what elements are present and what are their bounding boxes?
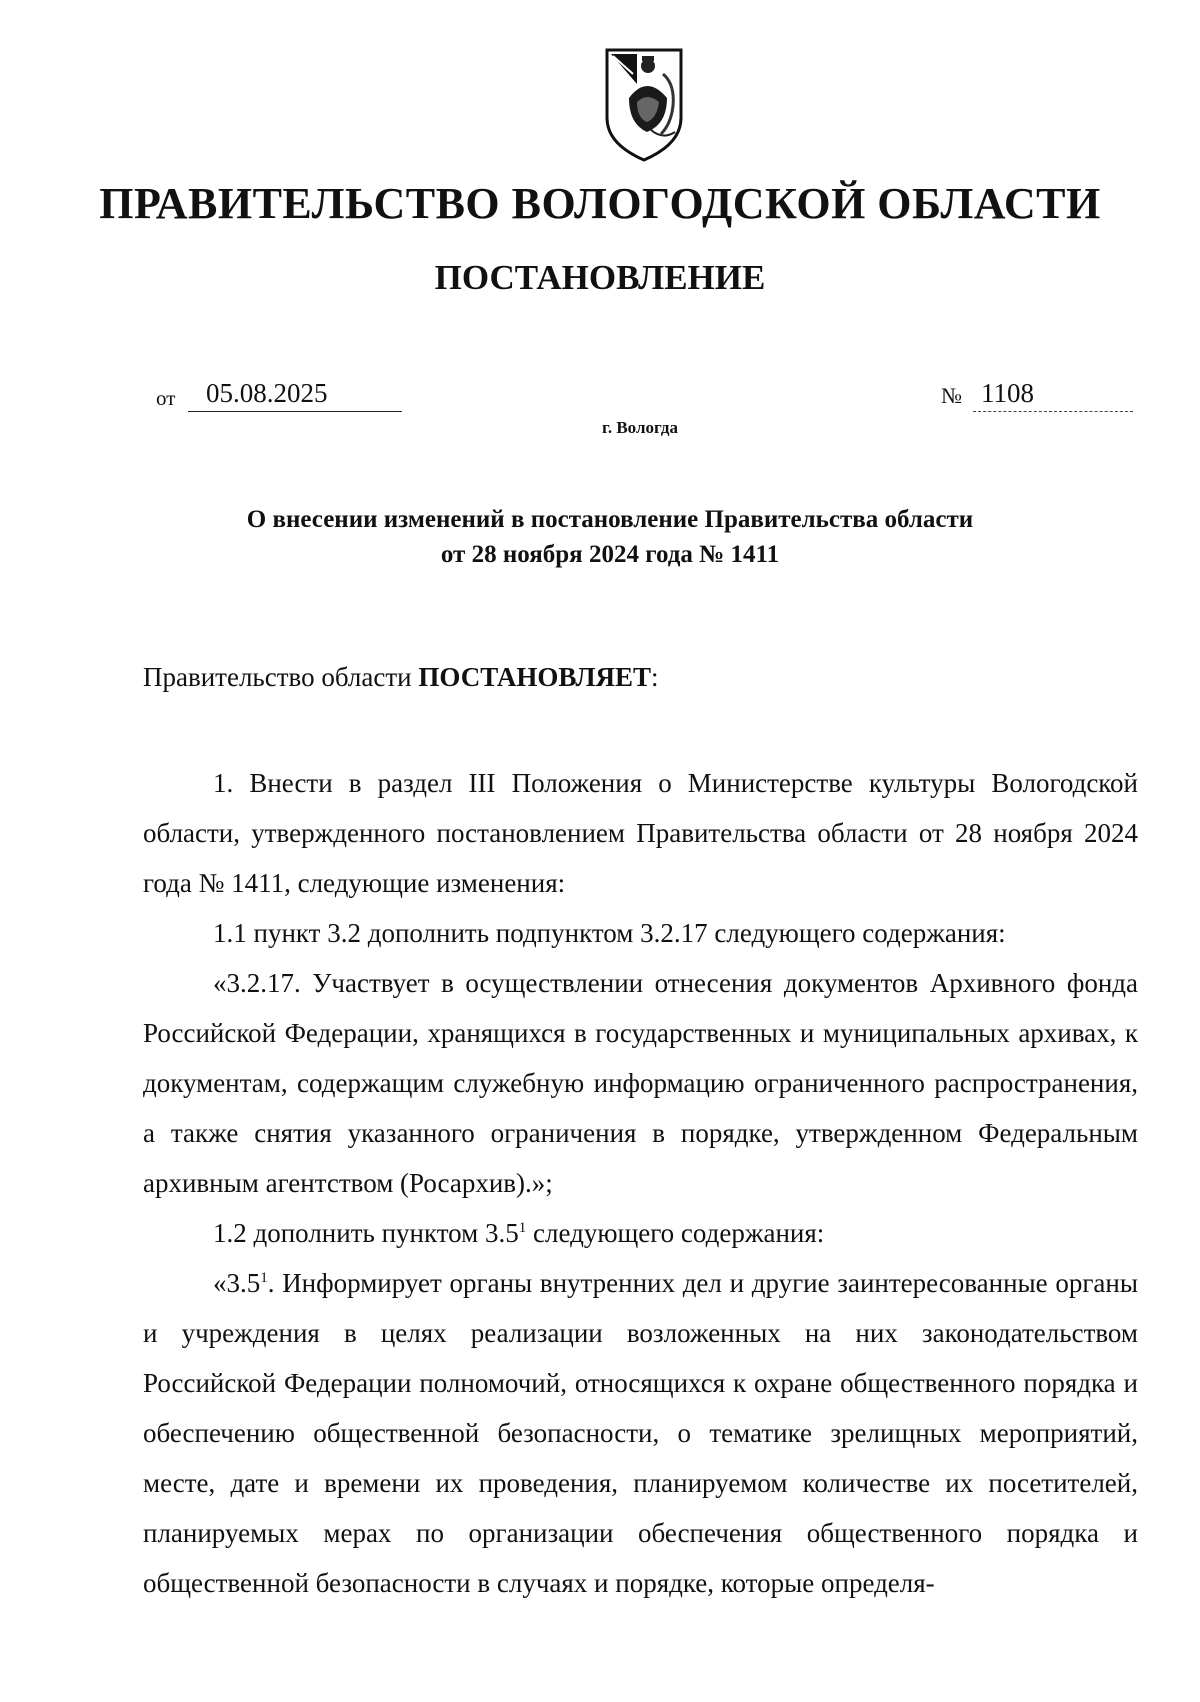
preamble-emphasis: ПОСТАНОВЛЯЕТ [418,662,651,692]
paragraph-1-2-tail: следующего содержания: [526,1218,825,1248]
preamble-text: Правительство области [143,662,412,692]
document-number: 1108 [973,378,1133,412]
paragraph-3-5-1 [143,1258,1138,1608]
paragraph-3-2-17: «3.2.17. Участвует в осуществлении отнесения документов Архивного фонда Российской Федерации, хранящихся в государственных и муниципальных архивах, к документам, содержащим служебную информацию ограниченного распространения, а также снятия указанного ограничения в порядке, утвержденном Федеральным архивным агентством (Росархив).»; [143,968,1138,1198]
preamble-suffix: : [650,662,659,692]
date-number-row [0,378,1200,418]
number-sign-label: № [941,383,962,408]
subject-line-2: от 28 ноября 2024 года № 1411 [440,541,780,568]
date-prefix-label: от [156,386,176,410]
coat-of-arms-icon [603,44,685,164]
document-date: 05.08.2025 [188,378,402,412]
paragraph-1-2 [143,1208,1138,1258]
superscript: 1 [518,1220,527,1236]
paragraph-1-2-text: 1.2 дополнить пунктом 3.5 [213,1218,519,1248]
paragraph-3-5-1-start: «3.5 [213,1268,261,1298]
document-subject [140,502,1080,572]
preamble [143,662,659,693]
document-type-heading: ПОСТАНОВЛЕНИЕ [434,258,766,297]
paragraph-1: 1. Внести в раздел III Положения о Министерстве культуры Вологодской области, утвержденного постановлением Правительства области от 28 ноября 2024 года № 1411, следующие изменения: [143,768,1138,898]
organization-title: ПРАВИТЕЛЬСТВО ВОЛОГОДСКОЙ ОБЛАСТИ [99,179,1101,228]
subject-line-1: О внесении изменений в постановление Правительства области [246,506,974,533]
city-label: г. Вологда [602,418,678,437]
superscript: 1 [260,1270,268,1286]
paragraph-1-1: 1.1 пункт 3.2 дополнить подпунктом 3.2.17 следующего содержания: [213,918,1006,948]
paragraph-3-5-1-text: . Информирует органы внутренних дел и другие заинтересованные органы и учреждения в целях реализации возложенных на них законодательством Российской Федерации полномочий, относящихся к охране общественного порядка и обеспечению общественной безопасности, о тематике зрелищных мероприятий, месте, дате и времени их проведения, планируемом количестве их посетителей, планируемых мерах по организации обеспечения общественного порядка и общественной безопасности в случаях и порядке, которые определя- [143,1268,1138,1598]
document-body [143,758,1138,1608]
